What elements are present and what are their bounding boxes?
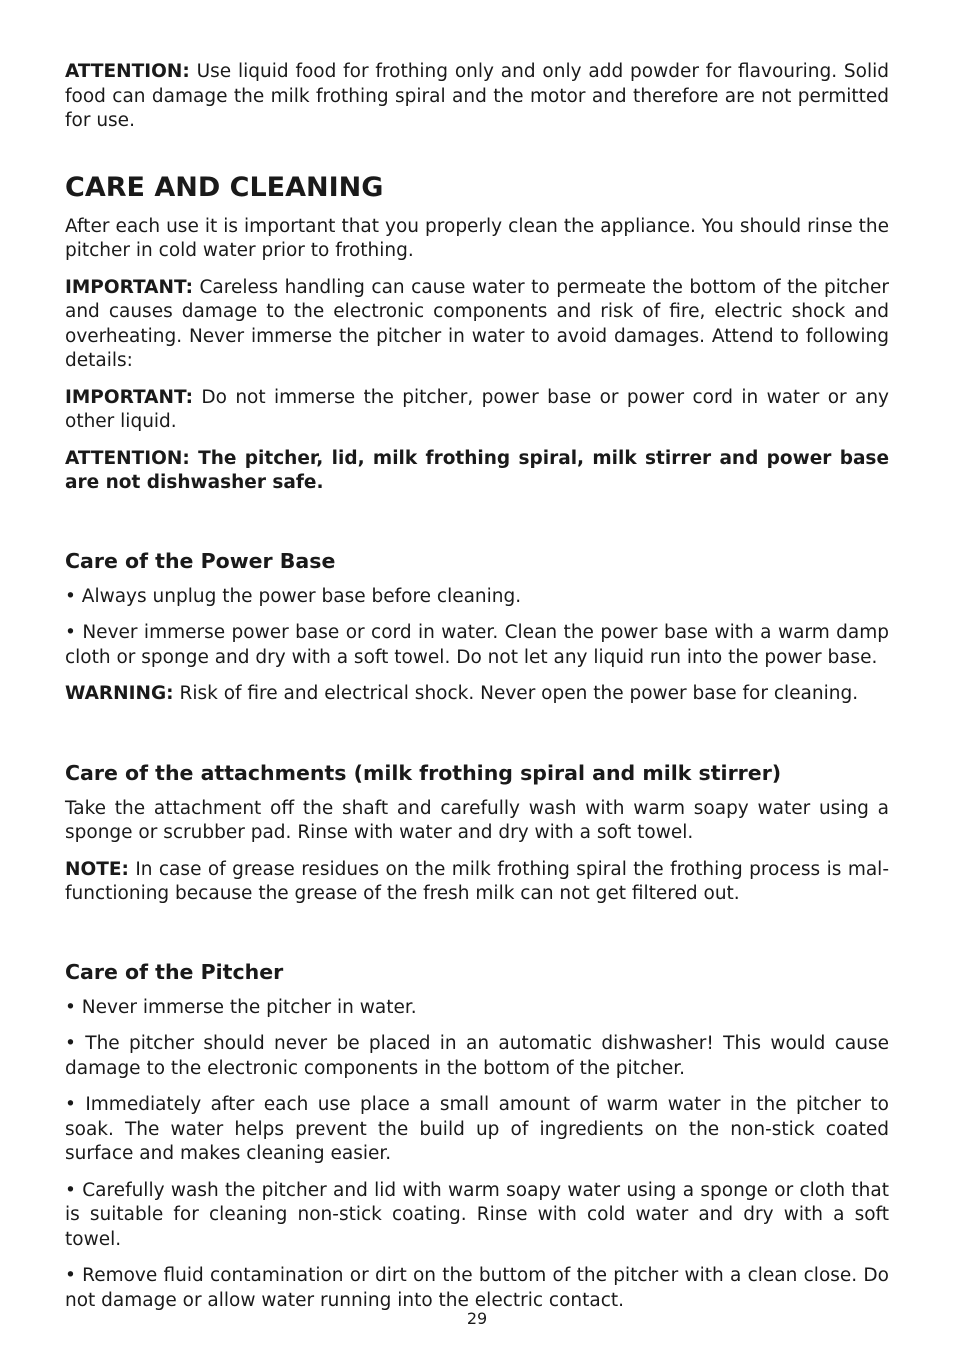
warning-text: Risk of fire and electrical shock. Never open the power base for cleaning. (179, 683, 859, 704)
important-paragraph-1 (65, 276, 889, 374)
warning-paragraph (65, 682, 889, 707)
important-label: IMPORTANT: (65, 276, 193, 298)
attention-label: ATTENTION: (65, 61, 190, 82)
page-number: 29 (466, 1309, 488, 1328)
warning-label: WARNING: (65, 683, 174, 704)
subsection-title-pitcher: Care of the Pitcher (65, 959, 284, 984)
important-text: Do not immerse the pitcher, power base or power cord in water or any other liquid. (65, 386, 890, 432)
attachments-paragraph: Take the attachment off the shaft and carefully wash with warm soapy water using a sponge or scrubber pad. Rinse with water and dry with a soft towel. (65, 797, 889, 843)
pitcher-bullet: • Remove fluid contamination or dirt on the buttom of the pitcher with a clean close. Do not damage or allow water running into the electric contact. (65, 1265, 889, 1311)
attention-paragraph (65, 60, 889, 134)
section-title-care-and-cleaning: CARE AND CLEANING (65, 171, 384, 203)
subsection-title-attachments: Care of the attachments (milk frothing spiral and milk stirrer) (65, 760, 782, 785)
document-page (65, 60, 889, 1313)
important-text: Careless handling can cause water to permeate the bottom of the pitcher and causes damage to the electronic components and risk of fire, electric shock and overheating. Never immerse the pitcher in water to avoid damages. Attend to following details: (65, 276, 889, 371)
care-intro-paragraph: After each use it is important that you properly clean the appliance. You should rinse the pitcher in cold water prior to frothing. (65, 215, 889, 261)
pitcher-bullet: • Carefully wash the pitcher and lid with warm soapy water using a sponge or cloth that is suitable for cleaning non-stick coating. Rinse with cold water and dry with a soft towel. (65, 1179, 889, 1250)
important-paragraph-2 (65, 386, 889, 435)
pitcher-bullet: • Immediately after each use place a small amount of warm water in the pitcher to soak. The water helps prevent the build up of ingredients on the non-stick coated surface and makes cleaning easier. (65, 1094, 889, 1164)
attention-text: Use liquid food for frothing only and only add powder for flavouring. Solid food can damage the milk frothing spiral and the motor and therefore are not permitted for use. (65, 61, 889, 131)
power-base-bullet: • Always unplug the power base before cleaning. (65, 585, 522, 607)
dishwasher-attention: ATTENTION: The pitcher, lid, milk frothing spiral, milk stirrer and power base are not dishwasher safe. (65, 447, 889, 493)
note-label: NOTE: (65, 858, 129, 880)
power-base-bullet: • Never immerse power base or cord in water. Clean the power base with a warm damp cloth or sponge and dry with a soft towel. Do not let any liquid run into the power base. (65, 622, 889, 668)
pitcher-bullet: • The pitcher should never be placed in an automatic dishwasher! This would cause damage to the electronic components in the bottom of the pitcher. (65, 1033, 889, 1079)
subsection-title-power-base: Care of the Power Base (65, 548, 336, 573)
note-text: In case of grease residues on the milk frothing spiral the frothing process is mal-functioning because the grease of the fresh milk can not get filtered out. (65, 858, 890, 904)
pitcher-bullet: • Never immerse the pitcher in water. (65, 996, 417, 1018)
important-label: IMPORTANT: (65, 386, 193, 408)
note-paragraph (65, 858, 889, 907)
